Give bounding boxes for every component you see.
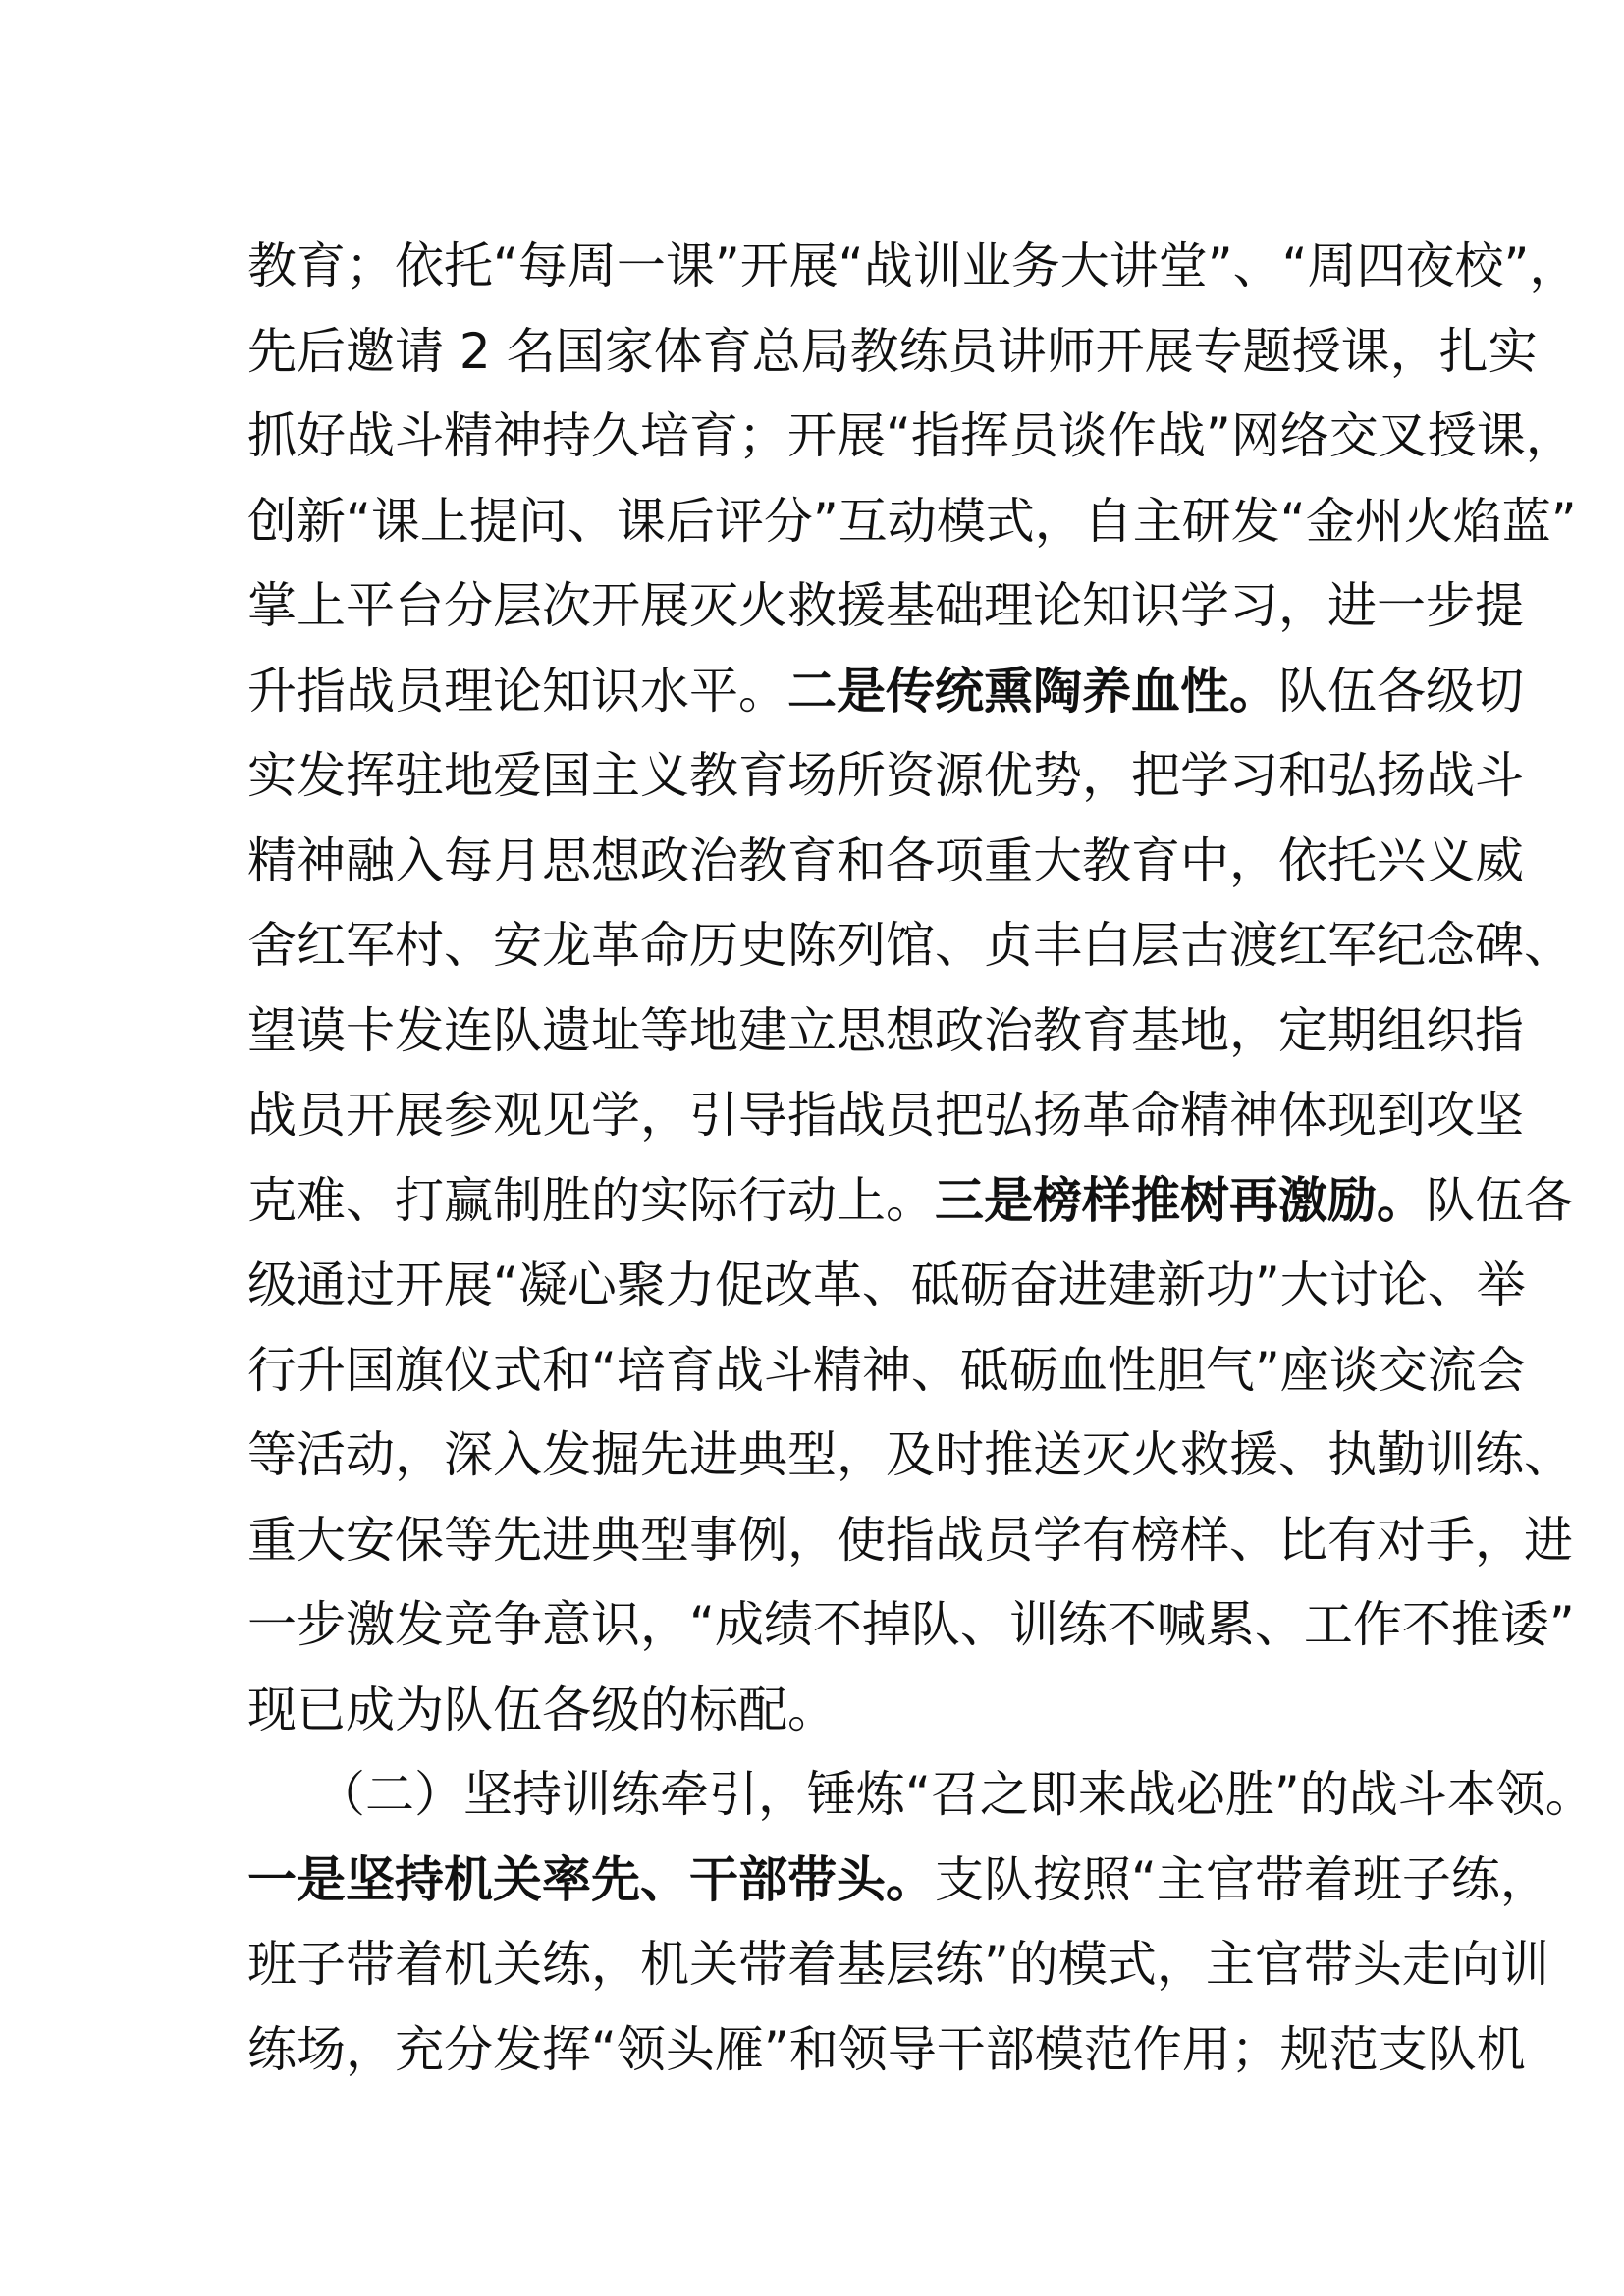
text-segment: 练场，充分发挥“领头雁”和领导干部模范作用；规范支队机 <box>247 2020 1526 2078</box>
text-segment: 创新“课上提问、课后评分”互动模式，自主研发“金州火焰蓝” <box>247 492 1577 550</box>
text-segment: 先后邀请 2 名国家体育总局教练员讲师开展专题授课，扎实 <box>247 322 1538 380</box>
text-segment: （二）坚持训练牵引，锤炼“召之即来战必胜”的战斗本领。 <box>316 1766 1595 1823</box>
text-segment: 克难、打赢制胜的实际行动上。 <box>247 1171 935 1229</box>
bold-subheading: 一是坚持机关率先、干部带头。 <box>247 1850 935 1908</box>
text-segment: 望谟卡发连队遗址等地建立思想政治教育基地，定期组织指 <box>247 1001 1524 1059</box>
text-segment: 战员开展参观见学，引导指战员把弘扬革命精神体现到攻坚 <box>247 1087 1524 1144</box>
text-segment: 重大安保等先进典型事例，使指战员学有榜样、比有对手，进 <box>247 1511 1573 1569</box>
text-segment: 等活动，深入发掘先进典型，及时推送灭火救援、执勤训练、 <box>247 1426 1573 1483</box>
text-line <box>247 2007 1602 2093</box>
text-segment: 教育；依托“每周一课”开展“战训业务大讲堂”、“周四夜校”， <box>247 238 1579 294</box>
text-line <box>247 479 1602 564</box>
text-line <box>247 1073 1602 1158</box>
text-segment: 行升国旗仪式和“培育战斗精神、砥砺血性胆气”座谈交流会 <box>247 1341 1526 1399</box>
text-segment: 掌上平台分层次开展灭火救援基础理论知识学习，进一步提 <box>247 577 1524 634</box>
text-line <box>247 1498 1602 1583</box>
text-segment: 升指战员理论知识水平。 <box>247 662 787 720</box>
text-line <box>247 309 1602 395</box>
text-line <box>247 1328 1602 1414</box>
text-line <box>247 1243 1602 1328</box>
text-segment: 实发挥驻地爱国主义教育场所资源优势，把学习和弘扬战斗 <box>247 747 1524 804</box>
text-segment: 队伍各 <box>1426 1171 1573 1229</box>
text-line <box>247 1838 1602 1923</box>
text-line <box>247 224 1602 309</box>
text-segment: 支队按照“主官带着班子练， <box>935 1850 1549 1908</box>
text-segment: 队伍各级切 <box>1278 662 1524 720</box>
text-segment: 舍红军村、安龙革命历史陈列馆、贞丰白层古渡红军纪念碑、 <box>247 917 1573 974</box>
text-line <box>247 394 1602 479</box>
text-line <box>247 1922 1602 2007</box>
text-segment: 抓好战斗精神持久培育；开展“指挥员谈作战”网络交叉授课， <box>247 407 1575 464</box>
text-line <box>247 1158 1602 1244</box>
bold-subheading: 三是榜样推树再激励。 <box>935 1171 1426 1229</box>
text-line <box>247 649 1602 734</box>
text-line <box>247 819 1602 904</box>
text-line <box>247 903 1602 988</box>
text-line <box>247 1582 1602 1668</box>
text-segment: 一步激发竞争意识，“成绩不掉队、训练不喊累、工作不推诿” <box>247 1596 1575 1653</box>
section-heading-line <box>247 1752 1602 1838</box>
text-segment: 现已成为队伍各级的标配。 <box>247 1681 837 1738</box>
text-segment: 班子带着机关练，机关带着基层练”的模式，主官带头走向训 <box>247 1936 1549 1993</box>
text-line <box>247 988 1602 1074</box>
text-segment: 精神融入每月思想政治教育和各项重大教育中，依托兴义威 <box>247 831 1524 889</box>
text-line <box>247 1413 1602 1498</box>
bold-subheading: 二是传统熏陶养血性。 <box>787 662 1278 720</box>
text-segment: 级通过开展“凝心聚力促改革、砥砺奋进建新功”大讨论、举 <box>247 1256 1526 1313</box>
document-body <box>247 224 1602 2092</box>
text-line <box>247 563 1602 649</box>
text-line <box>247 1668 1602 1753</box>
text-line <box>247 733 1602 819</box>
